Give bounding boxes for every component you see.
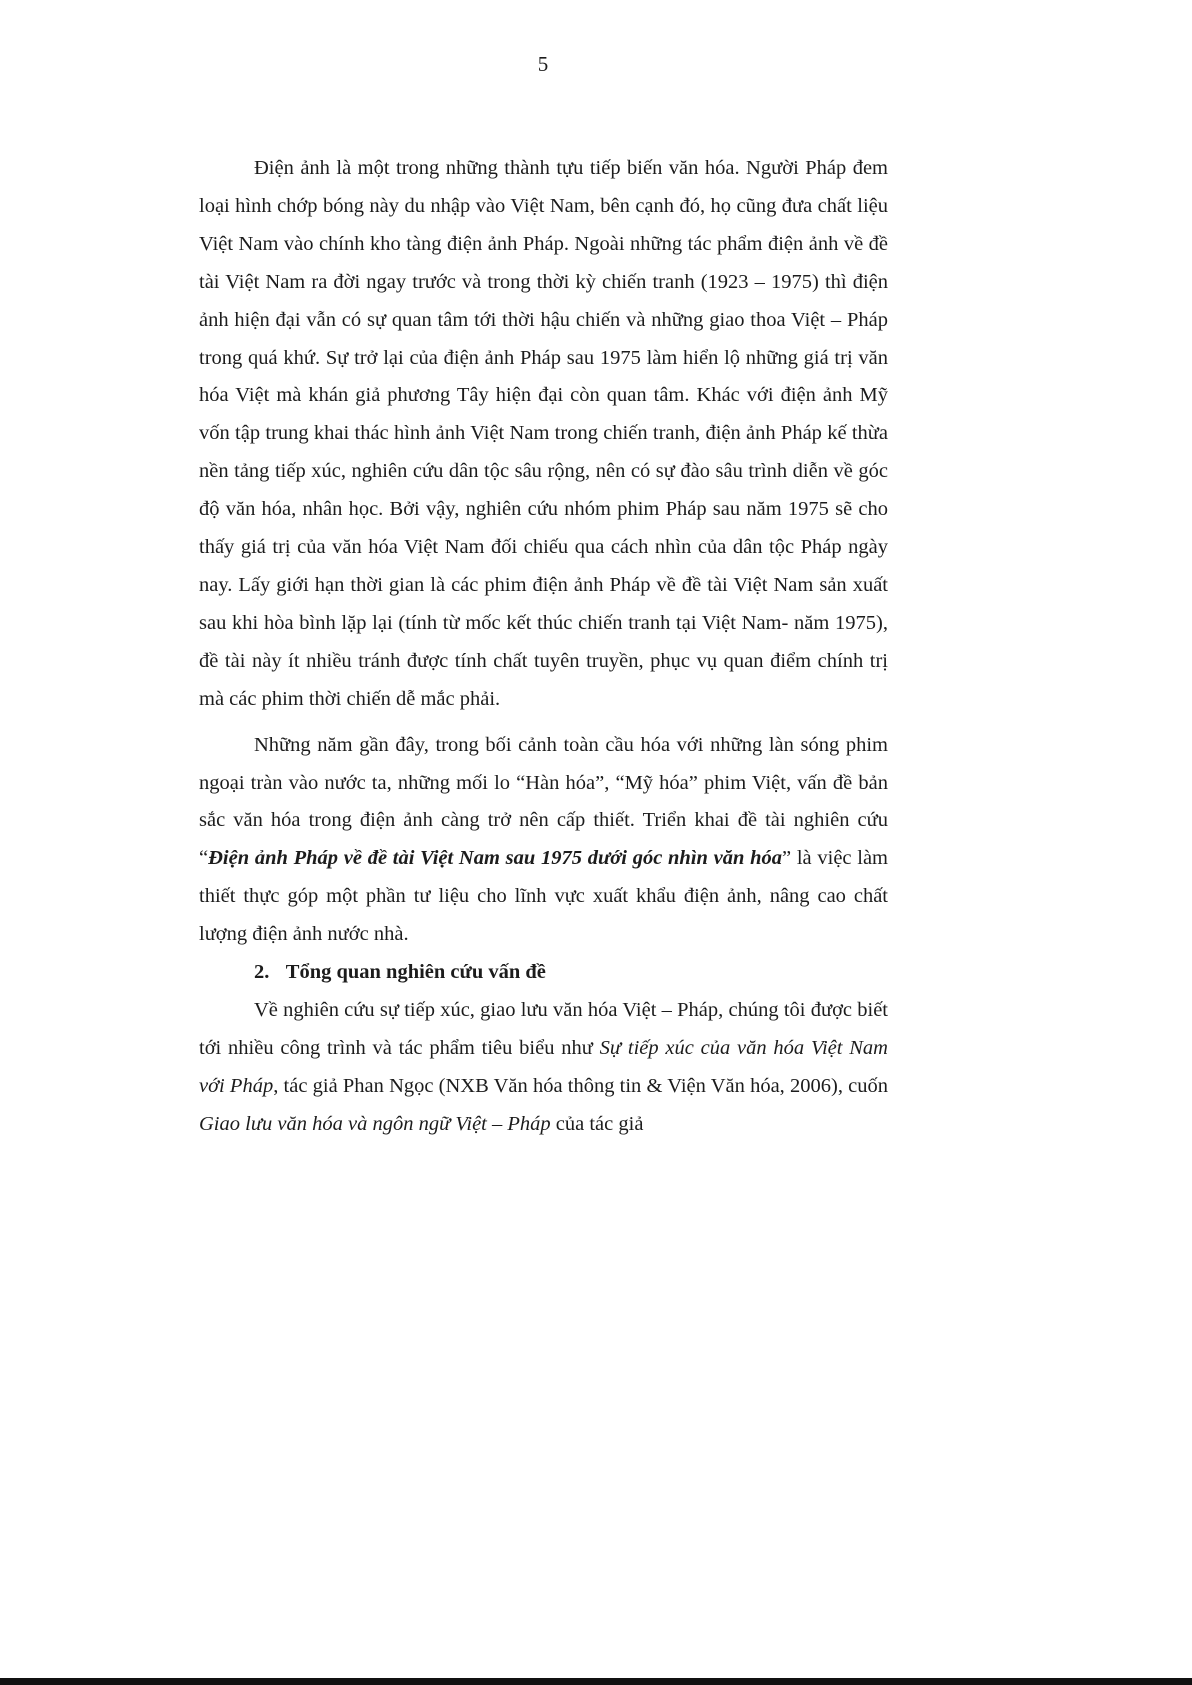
paragraph-literature-review bbox=[199, 992, 888, 1144]
cited-work-title: Sự tiếp xúc của văn hóa Việt Nam với Pháp bbox=[199, 1036, 888, 1097]
paragraph-text: của tác giả bbox=[550, 1112, 644, 1135]
paragraph-research-rationale bbox=[199, 727, 888, 954]
paragraph-text: Những năm gần đây, trong bối cảnh toàn cầu hóa với những làn sóng phim ngoại tràn vào nước ta, những mối lo “Hàn hóa”, “Mỹ hóa” phim Việt, vấn đề bản sắc văn hóa trong điện ảnh càng trở nên cấp thiết. Triển khai đề tài nghiên cứu “ bbox=[199, 733, 888, 870]
page-number: 5 bbox=[537, 52, 549, 76]
document-body bbox=[199, 150, 888, 1144]
bottom-edge-bar bbox=[0, 1678, 1192, 1685]
section-number: 2. bbox=[254, 961, 270, 984]
research-topic-title: Điện ảnh Pháp về đề tài Việt Nam sau 1975 dưới góc nhìn văn hóa bbox=[208, 847, 783, 870]
paragraph-text: Về nghiên cứu sự tiếp xúc, giao lưu văn hóa Việt – Pháp, chúng tôi được biết tới nhiều công trình và tác phẩm tiêu biểu như bbox=[199, 998, 888, 1059]
paragraph-text: , tác giả Phan Ngọc (NXB Văn hóa thông tin & Viện Văn hóa, 2006), cuốn bbox=[273, 1074, 889, 1097]
paragraph-text: ” là việc làm thiết thực góp một phần tư liệu cho lĩnh vực xuất khẩu điện ảnh, nâng cao chất lượng điện ảnh nước nhà. bbox=[199, 847, 888, 946]
paragraph-cinema-acculturation: Điện ảnh là một trong những thành tựu tiếp biến văn hóa. Người Pháp đem loại hình chớp bóng này du nhập vào Việt Nam, bên cạnh đó, họ cũng đưa chất liệu Việt Nam vào chính kho tàng điện ảnh Pháp. Ngoài những tác phẩm điện ảnh về đề tài Việt Nam ra đời ngay trước và trong thời kỳ chiến tranh (1923 – 1975) thì điện ảnh hiện đại vẫn có sự quan tâm tới thời hậu chiến và những giao thoa Việt – Pháp trong quá khứ. Sự trở lại của điện ảnh Pháp sau 1975 làm hiển lộ những giá trị văn hóa Việt mà khán giả phương Tây hiện đại còn quan tâm. Khác với điện ảnh Mỹ vốn tập trung khai thác hình ảnh Việt Nam trong chiến tranh, điện ảnh Pháp kế thừa nền tảng tiếp xúc, nghiên cứu dân tộc sâu rộng, nên có sự đào sâu trình diễn về góc độ văn hóa, nhân học. Bởi vậy, nghiên cứu nhóm phim Pháp sau năm 1975 sẽ cho thấy giá trị của văn hóa Việt Nam đối chiếu qua cách nhìn của dân tộc Pháp ngày nay. Lấy giới hạn thời gian là các phim điện ảnh Pháp về đề tài Việt Nam sản xuất sau khi hòa bình lặp lại (tính từ mốc kết thúc chiến tranh tại Việt Nam- năm 1975), đề tài này ít nhiều tránh được tính chất tuyên truyền, phục vụ quan điểm chính trị mà các phim thời chiến dễ mắc phải. bbox=[199, 157, 888, 710]
section-title: Tổng quan nghiên cứu vấn đề bbox=[285, 961, 546, 984]
cited-work-title: Giao lưu văn hóa và ngôn ngữ Việt – Pháp bbox=[199, 1112, 551, 1135]
section-heading bbox=[199, 954, 888, 992]
